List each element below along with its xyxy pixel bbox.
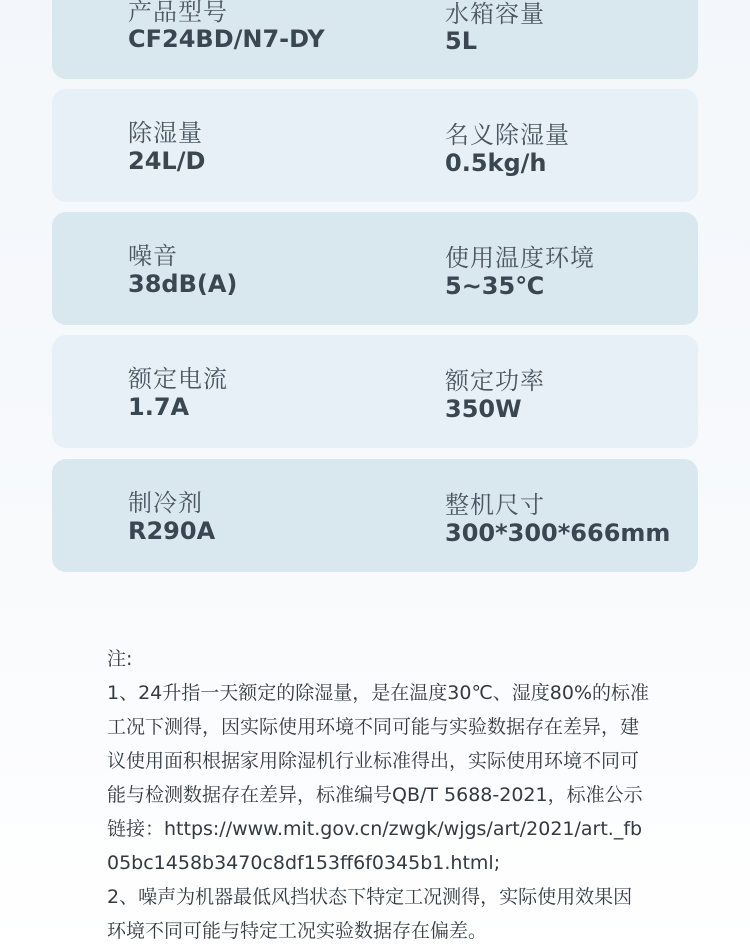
spec-label-tank: 水箱容量 bbox=[445, 0, 545, 28]
note-line: 1、24升指一天额定的除湿量，是在温度30℃、湿度80%的标准 bbox=[107, 682, 650, 704]
spec-label-current: 额定电流 bbox=[128, 365, 228, 393]
spec-value-model: CF24BD/N7-DY bbox=[128, 25, 325, 53]
spec-label-power: 额定功率 bbox=[445, 367, 545, 395]
spec-label-size: 整机尺寸 bbox=[445, 491, 545, 519]
notes-block bbox=[107, 642, 667, 948]
note-link-line: 链接：https://www.mit.gov.cn/zwgk/wjgs/art/2021/art._fb bbox=[107, 818, 643, 840]
spec-value-dehumidify: 24L/D bbox=[128, 147, 206, 175]
note-line: 2、噪声为机器最低风挡状态下特定工况测得，实际使用效果因 bbox=[107, 886, 633, 908]
spec-card-current bbox=[52, 335, 698, 448]
spec-card-model bbox=[52, 0, 698, 79]
note-line: 工况下测得，因实际使用环境不同可能与实验数据存在差异，建 bbox=[107, 716, 640, 738]
spec-value-tank: 5L bbox=[445, 27, 477, 55]
spec-label-nominal: 名义除湿量 bbox=[445, 121, 570, 149]
spec-label-model: 产品型号 bbox=[128, 0, 228, 26]
note-link-line: 05bc1458b3470c8df153ff6f0345b1.html; bbox=[107, 852, 501, 874]
spec-value-refrigerant: R290A bbox=[128, 517, 216, 545]
spec-card-refrigerant bbox=[52, 459, 698, 572]
spec-card-dehumidify bbox=[52, 89, 698, 202]
spec-label-dehumidify: 除湿量 bbox=[128, 119, 203, 147]
note-line: 能与检测数据存在差异，标准编号QB/T 5688-2021，标准公示 bbox=[107, 784, 643, 806]
spec-label-temp: 使用温度环境 bbox=[445, 244, 595, 272]
spec-value-temp: 5~35℃ bbox=[445, 272, 545, 300]
spec-value-size: 300*300*666mm bbox=[445, 519, 671, 547]
spec-value-power: 350W bbox=[445, 395, 522, 423]
spec-label-refrigerant: 制冷剂 bbox=[128, 489, 203, 517]
spec-card-noise bbox=[52, 212, 698, 325]
spec-value-nominal: 0.5kg/h bbox=[445, 149, 547, 177]
note-heading: 注: bbox=[107, 648, 133, 670]
spec-value-noise: 38dB(A) bbox=[128, 270, 238, 298]
note-line: 议使用面积根据家用除湿机行业标准得出，实际使用环境不同可 bbox=[107, 750, 640, 772]
spec-value-current: 1.7A bbox=[128, 393, 190, 421]
note-line: 环境不同可能与特定工况实验数据存在偏差。 bbox=[107, 920, 488, 942]
spec-label-noise: 噪音 bbox=[128, 242, 178, 270]
